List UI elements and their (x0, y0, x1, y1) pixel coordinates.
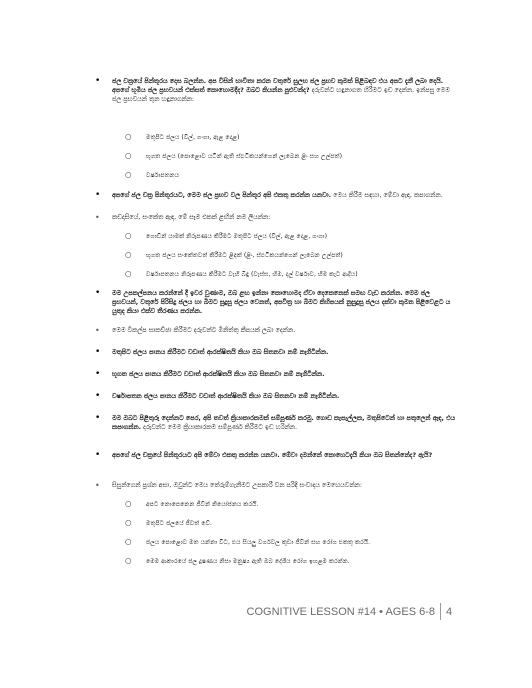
bullet-icon: • (95, 326, 100, 335)
item-bold-text: අපගේ ජල චක්‍රයේ පින්තූරයට අපි මේවා එකතු කරන්න යනවා. මේවා දමන්නේ කොහෙටදැයි කියා ඔබ සිතන්නේද? ඇයි? (112, 451, 433, 459)
circle-bullet-icon: ○ (125, 170, 132, 179)
sub-list-item (125, 556, 464, 566)
sub-item-text: මතුපිට ජලය (වීල්, ගංගා, ඇළ දොළ) (146, 134, 240, 141)
list-item (95, 288, 458, 317)
circle-bullet-icon: ○ (125, 250, 132, 259)
bullet-icon: • (95, 369, 101, 379)
item-text: සිසුන්ගෙන් ප්‍රශ්න අසා, ඔවුන්ට මෙය තේරුම්ගැනීමට උපකාරී වන පරිදි සංවාදය මෙහෙයවන්න: (112, 481, 362, 489)
list-item (95, 76, 458, 105)
sub-list-item (125, 269, 464, 279)
lesson-label: COGNITIVE LESSON #14 • AGES 6-8 (246, 606, 435, 618)
sub-item-text: මතුපිට ජලයේ ජීවත් වේ. (146, 520, 212, 527)
item-text: දරුවන්ට හඳුනාගත හිරීමට ඉඩ දෙන්න. ඉන්පසු මෙම ජල ප්‍රභවයන් තුන හඳුනාගන්න: (112, 86, 450, 104)
bullet-icon: • (95, 190, 101, 200)
circle-bullet-icon: ○ (125, 556, 132, 565)
circle-bullet-icon: ○ (125, 269, 132, 278)
page-number: 4 (446, 606, 453, 618)
list-item (95, 481, 458, 490)
circle-bullet-icon: ○ (125, 151, 132, 160)
list-item (95, 413, 458, 432)
bullet-icon: • (95, 413, 101, 423)
sub-list-item (125, 537, 464, 547)
sub-item-text: අපට නොපෙනෙන ජීවීන් නියෝජනය කරයි. (146, 501, 259, 508)
sub-item-text: භූගත ජලය (පොළොව යටින් ඇති ස්ඵටිකයන්ගෙන් ලැබෙන ළිං සහ උල්පත්) (146, 153, 343, 160)
sub-item-text: ගොඩින් යාමක් නිරූපණය කිරීමට මතුපිට ජලය (වීල්, ඇළ දොළ, ගංගා) (146, 233, 328, 240)
item-text: කඩදාසියේ, සංකේත ඇඳ, මේ සෑම එකක් ළඟින් නම ලියන්න: (112, 213, 271, 221)
sub-list-item (125, 518, 464, 528)
bullet-icon: • (95, 481, 100, 490)
list-item (95, 213, 458, 222)
sub-item-text: මෙම ආකාරයේ ජල දූෂණය නිසා මනුෂ්‍ය ඇති ඔබ දේශීය රෝග ඉහළම කරන්න. (146, 558, 350, 565)
sub-list-item (125, 499, 464, 509)
bullet-icon: • (95, 76, 101, 86)
item-bold-text: මම ඔබට පිළිතුරු දෙන්නට පෙර, අපි තවත් ක්‍රියාකාරකමක් සම්පූර්ණ කරමු. ගොඩ කැපැල්ලක, මතුපිටෙන් හා පතුලෙන් ඇඳ, එය කපාගන්න. (112, 414, 456, 432)
list-item (95, 326, 458, 335)
bullet-icon: • (95, 391, 101, 401)
sub-list-item (125, 132, 464, 142)
item-text: මෙය කිරීම සඳහා, මේවා ඇඳ, කපාගන්න. (333, 191, 443, 199)
item-bold-text: භූගත ජලය පානය කිරීමට වඩාත් ආරක්ෂිතයි කියා ඔබ සිතනවා නම් නැගිටින්න. (112, 370, 325, 378)
list-item (95, 450, 458, 460)
sub-list-item (125, 170, 464, 180)
list-item (95, 369, 458, 379)
sub-item-text: වර්ෂාපතනය නිරූපණය කිරීමට වැහි බිඳු (වැස්ස, හිම, දල් වර්ෂාව, හිම කැට ආදිය) (146, 271, 358, 278)
circle-bullet-icon: ○ (125, 518, 132, 527)
item-bold-text: ජල චක්‍රයේ පින්තූරය දෙස බලන්න. අප විසින් භාවිතා කරන වතුරේ සුලභ ජල ප්‍රභව කුමක් පිළිබඳව එය අපට දැනී ලබා දෙයි. අපගේ භූමිය ජල ප්‍රභවයන් එක්සත් කොහොමදීද? ඔබට කියන්න පුළුවන්ද? (112, 77, 444, 95)
item-bold-text: මම උපකල්පනය කරන්නේ දී ඉවර වුණාම, ඔබ ළඟ ඉන්නා කොහොමද ඒවා දෙකෙනෙක් සමඟ වැඩ කරන්න. මෙම ජල ප්‍රභවයන්, වතුරේ පිරිසිදු ජලය හා බීමට සුදුසු ජලය වෙනත්, අපවිත්‍ර හා බීමට කිහිපයක් නුසුදුසු ජලය දක්වා කුමන පිළිවෙළට ය යුතුද කියා එක්ව තීරණය කරන්න. (112, 289, 451, 316)
bullet-icon: • (95, 288, 101, 298)
item-text: මෙම විකල්ප සාකච්ඡා කිරීමට දරුවන්ට මිනිත්තු කීපයක් ලබා දෙන්න. (112, 326, 296, 334)
sub-item-text: වර්ෂාපතනය (146, 172, 180, 179)
list-item (95, 190, 458, 200)
circle-bullet-icon: ○ (125, 499, 132, 508)
item-bold-text: වර්ෂාපතන ජලය පානය කිරීමට වඩාත් ආරක්ෂිතයි කියා ඔබ සිතනවා නම් නැගිටින්න. (112, 392, 340, 400)
bullet-icon: • (95, 347, 101, 357)
bullet-icon: • (95, 213, 100, 222)
circle-bullet-icon: ○ (125, 231, 132, 240)
footer-divider (440, 603, 441, 620)
list-item (95, 391, 458, 401)
circle-bullet-icon: ○ (125, 132, 132, 141)
item-bold-text: මතුපිට ජලය පානය කිරීමට වඩාත් ආරක්ෂිතයි කියා ඔබ සිතනවා නම් නැගිටින්න. (112, 348, 329, 356)
item-text: දරුවන්ට මෙම ක්‍රියාකාරකම සම්පූර්ණ කිරීමට ඉඩ හරින්න. (143, 423, 297, 432)
sub-item-text: භූගත ජලය සංකේතවත් කිරීමට ළිඳක් (ළිං, ස්ඵටිකයන්ගෙන් ලැබෙන උල්පත්) (146, 252, 343, 259)
sub-list-item (125, 231, 464, 241)
list-item (95, 347, 458, 357)
sub-list-item (125, 250, 464, 260)
item-bold-text: අපගේ ජල චක්‍ර පින්තූරයට, මෙම ජල ප්‍රභව වල පින්තූර අපි එකතු කරන්න යනවා. (112, 191, 332, 199)
sub-list-item (125, 151, 464, 161)
circle-bullet-icon: ○ (125, 537, 132, 546)
sub-item-text: ජලය පොළොව මත යන්නා විට, එය සියලු වර්ගවල කුඩා ජීවීන් සහ රෝග එකතු කරයි. (146, 539, 371, 546)
bullet-icon: • (95, 450, 101, 460)
